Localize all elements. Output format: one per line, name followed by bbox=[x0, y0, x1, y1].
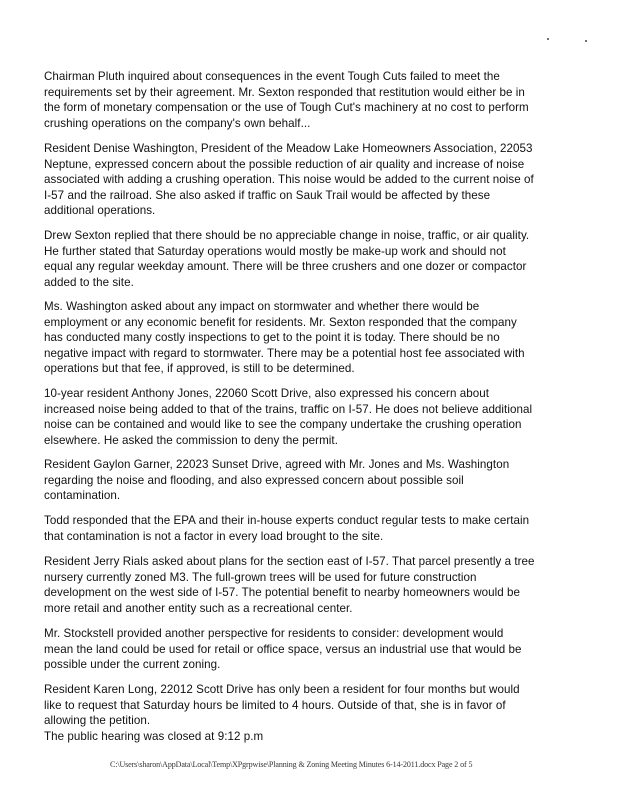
minutes-paragraph bbox=[44, 626, 579, 673]
paragraph-line: associated with adding a crushing operation. This noise would be added to the current noise of bbox=[44, 173, 534, 187]
paragraph-line: has conducted many costly inspections to get to the point it is today. There should be no bbox=[44, 331, 500, 345]
paragraph-line: He further stated that Saturday operations would mostly be make-up work and should not bbox=[44, 244, 506, 258]
paragraph-line: Resident Denise Washington, President of the Meadow Lake Homeowners Association, 22053 bbox=[44, 142, 533, 155]
paragraph-line: development on the west side of I-57. The potential benefit to nearby homeowners would be bbox=[44, 586, 521, 600]
minutes-paragraph bbox=[44, 69, 579, 131]
paragraph-line: employment or any economic benefit for residents. Mr. Sexton responded that the company bbox=[44, 315, 517, 329]
minutes-paragraph bbox=[44, 228, 579, 290]
paragraph-line: Drew Sexton replied that there should be no appreciable change in noise, traffic, or air quality. bbox=[44, 229, 530, 242]
paragraph-line: Chairman Pluth inquired about consequences in the event Tough Cuts failed to meet the bbox=[44, 70, 500, 83]
paragraph-line: negative impact with regard to stormwater. There may be a potential host fee associated with bbox=[44, 346, 525, 360]
paragraph-line: Neptune, expressed concern about the possible reduction of air quality and increase of noise bbox=[44, 157, 525, 171]
paragraph-line: that contamination is not a factor in every load brought to the site. bbox=[44, 529, 384, 543]
paragraph-line: 10-year resident Anthony Jones, 22060 Scott Drive, also expressed his concern about bbox=[44, 387, 489, 400]
paragraph-line: requirements set by their agreement. Mr. Sexton responded that restitution would either be in bbox=[44, 85, 525, 99]
paragraph-line: additional operations. bbox=[44, 204, 156, 218]
paragraph-line: added to the site. bbox=[44, 275, 134, 289]
paragraph-line: allowing the petition. bbox=[44, 714, 151, 728]
paragraph-line: nursery currently zoned M3. The full-grown trees will be used for future construction bbox=[44, 570, 477, 584]
paragraph-line: increased noise being added to that of the trains, traffic on I-57. He does not believe additional bbox=[44, 402, 533, 416]
document-footer-path: C:\Users\sharon\AppData\Local\Temp\XPgrpwise\Planning & Zoning Meeting Minutes 6-14-2011.docx Page 2 of 5 bbox=[110, 760, 473, 769]
minutes-paragraph bbox=[44, 299, 579, 377]
paragraph-line: operations but that fee, if approved, is still to be determined. bbox=[44, 362, 355, 376]
paragraph-line: Resident Jerry Rials asked about plans for the section east of I-57. That parcel presently a tree bbox=[44, 555, 535, 568]
paragraph-line: Resident Gaylon Garner, 22023 Sunset Drive, agreed with Mr. Jones and Ms. Washington bbox=[44, 458, 510, 471]
paragraph-line: mean the land could be used for retail or office space, versus an industrial use that would be bbox=[44, 642, 522, 656]
paragraph-line: Resident Karen Long, 22012 Scott Drive has only been a resident for four months but would bbox=[44, 683, 520, 696]
minutes-paragraph bbox=[44, 729, 579, 745]
minutes-paragraph bbox=[44, 513, 579, 544]
minutes-paragraph bbox=[44, 141, 579, 219]
minutes-paragraph bbox=[44, 554, 579, 616]
minutes-paragraph bbox=[44, 457, 579, 504]
paragraph-line: Mr. Stockstell provided another perspective for residents to consider: development would bbox=[44, 627, 504, 640]
paragraph-line: the form of monetary compensation or the use of Tough Cut's machinery at no cost to perform bbox=[44, 101, 529, 115]
paragraph-line: crushing operations on the company's own behalf... bbox=[44, 116, 311, 130]
paragraph-line: more retail and another entity such as a recreational center. bbox=[44, 601, 353, 615]
paragraph-line: Ms. Washington asked about any impact on stormwater and whether there would be bbox=[44, 300, 480, 313]
paragraph-line: regarding the noise and flooding, and also expressed concern about possible soil bbox=[44, 473, 464, 487]
minutes-paragraph bbox=[44, 386, 579, 448]
paragraph-line: possible under the current zoning. bbox=[44, 658, 221, 672]
paragraph-line: contamination. bbox=[44, 489, 121, 503]
paragraph-line: like to request that Saturday hours be limited to 4 hours. Outside of that, she is in favor of bbox=[44, 698, 506, 712]
paragraph-line: Todd responded that the EPA and their in-house experts conduct regular tests to make certain bbox=[44, 514, 530, 527]
scan-speck bbox=[547, 38, 549, 40]
minutes-paragraph bbox=[44, 682, 579, 729]
scan-speck bbox=[585, 40, 587, 42]
paragraph-line: equal any regular weekday amount. There will be three crushers and one dozer or compactor bbox=[44, 260, 527, 274]
paragraph-line: The public hearing was closed at 9:12 p.m bbox=[44, 730, 264, 743]
paragraph-line: elsewhere. He asked the commission to deny the permit. bbox=[44, 433, 338, 447]
paragraph-line: noise can be contained and would like to see the company undertake the crushing operation bbox=[44, 418, 522, 432]
paragraph-line: I-57 and the railroad. She also asked if traffic on Sauk Trail would be affected by these bbox=[44, 188, 491, 202]
